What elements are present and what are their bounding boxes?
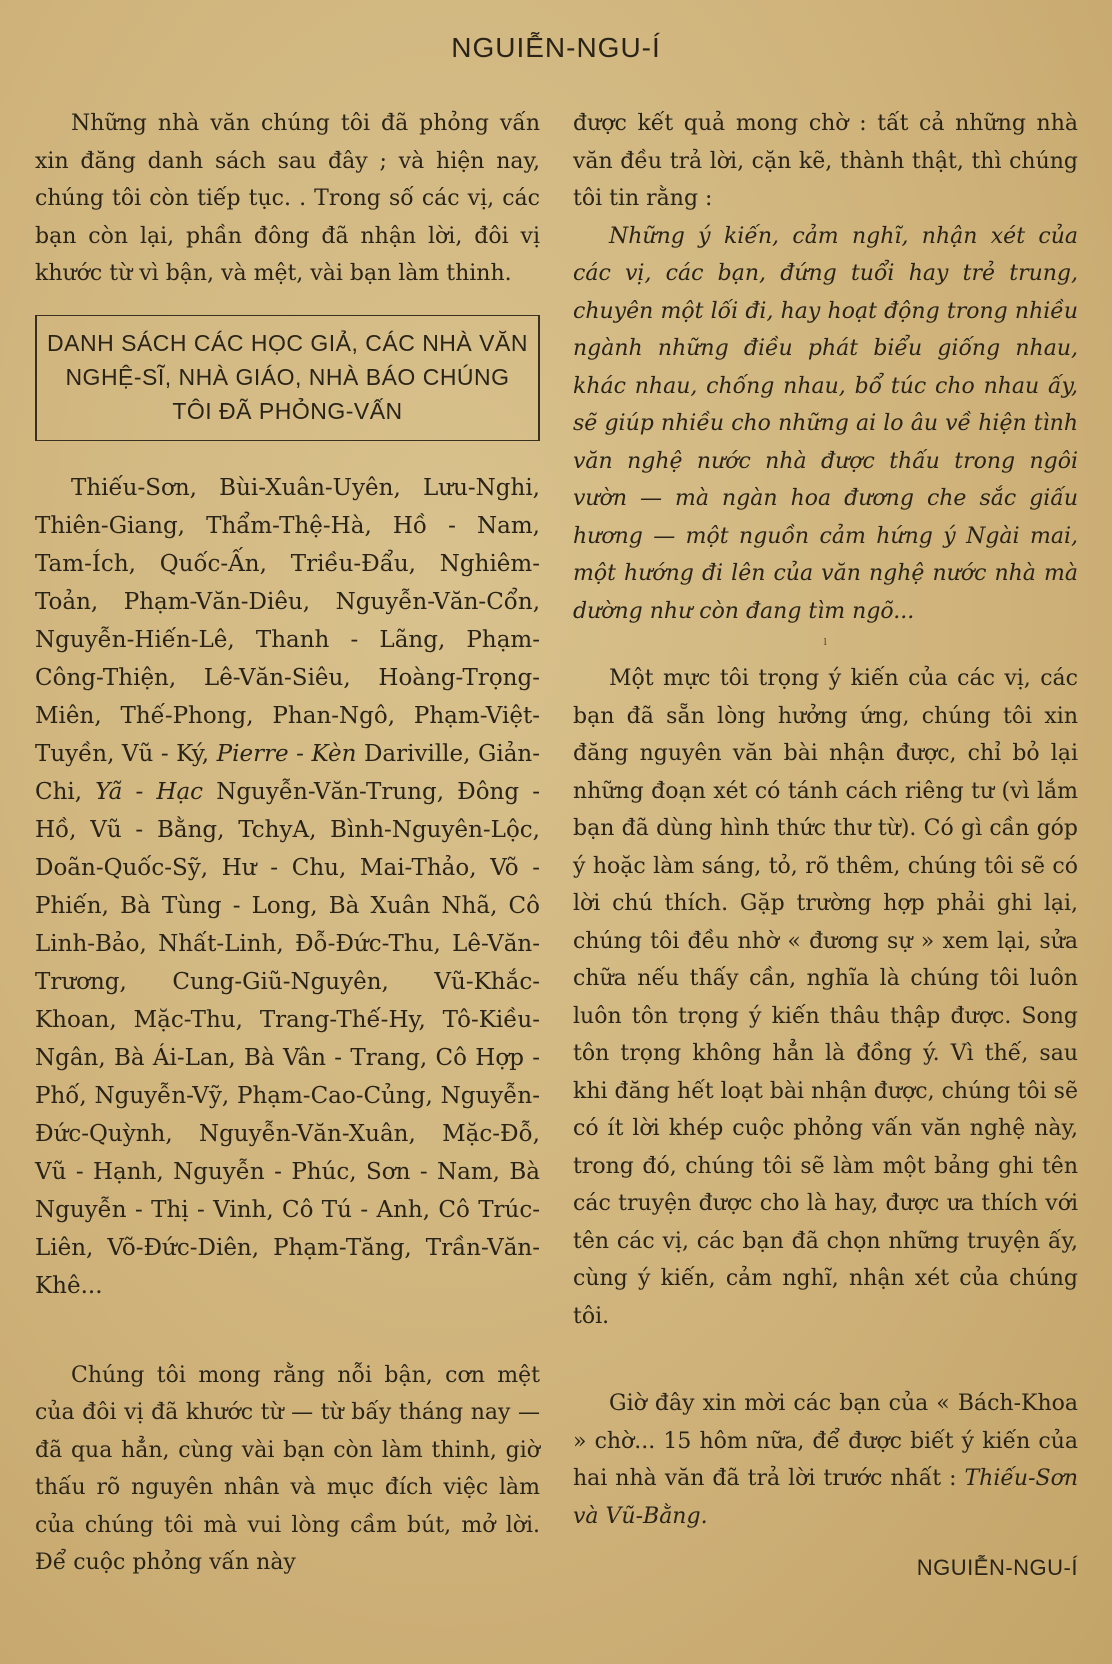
policy-paragraph: Một mực tôi trọng ý kiến của các vị, các bạn đã sẵn lòng hưởng ứng, chúng tôi xin đăng nguyên văn bài nhận được, chỉ bỏ lại những đoạn xét có tánh cách riêng tư (vì lắm bạn đã dùng hình thức thư từ). Có gì cần góp ý hoặc làm sáng, tỏ, rõ thêm, chúng tôi sẽ có lời chú thích. Gặp trường hợp phải ghi lại, chúng tôi đều nhờ « đương sự » xem lại, sửa chữa nếu thấy cần, nghĩa là chúng tôi luôn luôn tôn trọng ý kiến thâu thập được. Song tôn trọng không hẳn là đồng ý. Vì thế, sau khi đăng hết loạt bài nhận được, chúng tôi sẽ có ít lời khép cuộc phỏng vấn văn nghệ này, trong đó, chúng tôi sẽ làm một bảng ghi tên các truyện được cho là hay, được ưa thích với tên các vị, các bạn đã chọn những truyện ấy, cùng ý kiến, cảm nghĩ, nhận xét của chúng tôi. [573,666,1078,1329]
names-italic-2: Yã - Hạc [95,778,204,805]
quote-paragraph: Những ý kiến, cảm nghĩ, nhận xét của các vị, các bạn, đứng tuổi hay trẻ trung, chuyên một lối đi, hay hoạt động trong nhiều ngành những điều phát biểu giống nhau, khác nhau, chống nhau, bổ túc cho nhau ấy, sẽ giúp nhiều cho những ai lo âu về hiện tình văn nghệ nước nhà được thấu trong ngôi vườn — mà ngàn hoa đương che sắc giấu hương — một nguồn cảm hứng ý Ngài mai, một hướng đi lên của văn nghệ nước nhà mà dường như còn đang tìm ngõ... [573,223,1078,624]
list-title: DANH SÁCH CÁC HỌC GIẢ, CÁC NHÀ VĂN NGHỆ-SĨ, NHÀ GIÁO, NHÀ BÁO CHÚNG TÔI ĐÃ PHỎNG-VẤN [47,329,528,424]
intro-paragraph: Những nhà văn chúng tôi đã phỏng vấn xin đăng danh sách sau đây ; và hiện nay, chúng tôi còn tiếp tục. . Trong số các vị, các bạn còn lại, phần đông đã nhận lời, đôi vị khước từ vì bận, và mệt, vài bạn làm thinh. [35,111,540,286]
invitation-paragraph [573,1385,1078,1535]
right-column [573,105,1078,1587]
names-paragraph [35,469,540,1305]
names-italic-1: Pierre - Kèn [216,740,357,767]
names-part-2: Dariville, Giản-Chi, [35,740,540,805]
left-column [35,105,540,1582]
list-title-box [35,315,540,441]
names-part-3: Nguyễn-Văn-Trung, Đông - Hồ, Vũ - Bằng, TchyA, Bình-Nguyên-Lộc, Doãn-Quốc-Sỹ, Hư - Chu, Mai-Thảo, Võ - Phiến, Bà Tùng - Long, Bà Xuân Nhã, Cô Linh-Bảo, Nhất-Linh, Đỗ-Đức-Thu, Lê-Văn-Trương, Cung-Giũ-Nguyên, Vũ-Khắc-Khoan, Mặc-Thu, Trang-Thế-Hy, Tô-Kiều-Ngân, Bà Ái-Lan, Bà Vân - Trang, Cô Hợp - Phố, Nguyễn-Vỹ, Phạm-Cao-Củng, Nguyễn-Đức-Quỳnh, Nguyễn-Văn-Xuân, Mặc-Đỗ, Vũ - Hạnh, Nguyễn - Phúc, Sơn - Nam, Bà Nguyễn - Thị - Vinh, Cô Tú - Anh, Cô Trúc-Liên, Võ-Đức-Diên, Phạm-Tăng, Trần-Văn-Khê... [35,778,541,1299]
author-signature: NGUIỄN-NGU-Í [916,1555,1078,1580]
separator-mark: ˡ [823,635,828,654]
closing-paragraph: Chúng tôi mong rằng nỗi bận, cơn mệt của đôi vị đã khước từ — từ bấy tháng nay — đã qua hẳn, cùng vài bạn còn làm thinh, giờ thấu rõ nguyên nhân và mục đích việc làm của chúng tôi mà vui lòng cầm bút, mở lời. Để cuộc phỏng vấn này [35,1362,540,1575]
names-part-1: Thiếu-Sơn, Bùi-Xuân-Uyên, Lưu-Nghi, Thiên-Giang, Thẩm-Thệ-Hà, Hồ - Nam, Tam-Ích, Quốc-Ấn, Triều-Đẩu, Nghiêm-Toản, Phạm-Văn-Diêu, Nguyễn-Văn-Cổn, Nguyễn-Hiến-Lê, Thanh - Lãng, Phạm-Công-Thiện, Lê-Văn-Siêu, Hoàng-Trọng-Miên, Thế-Phong, Phan-Ngô, Phạm-Việt-Tuyền, Vũ - Ký, [35,474,540,767]
invitation-names: Thiếu-Sơn và Vũ-Bằng. [573,1466,1078,1529]
continuation-paragraph: được kết quả mong chờ : tất cả những nhà văn đều trả lời, cặn kẽ, thành thật, thì chúng tôi tin rằng : [573,111,1078,211]
invitation-text: Giờ đây xin mời các bạn của « Bách-Khoa » chờ... 15 hôm nữa, để được biết ý kiến của hai nhà văn đã trả lời trước nhất : [573,1391,1078,1491]
page-header: NGUIỄN-NGU-Í [451,32,661,63]
